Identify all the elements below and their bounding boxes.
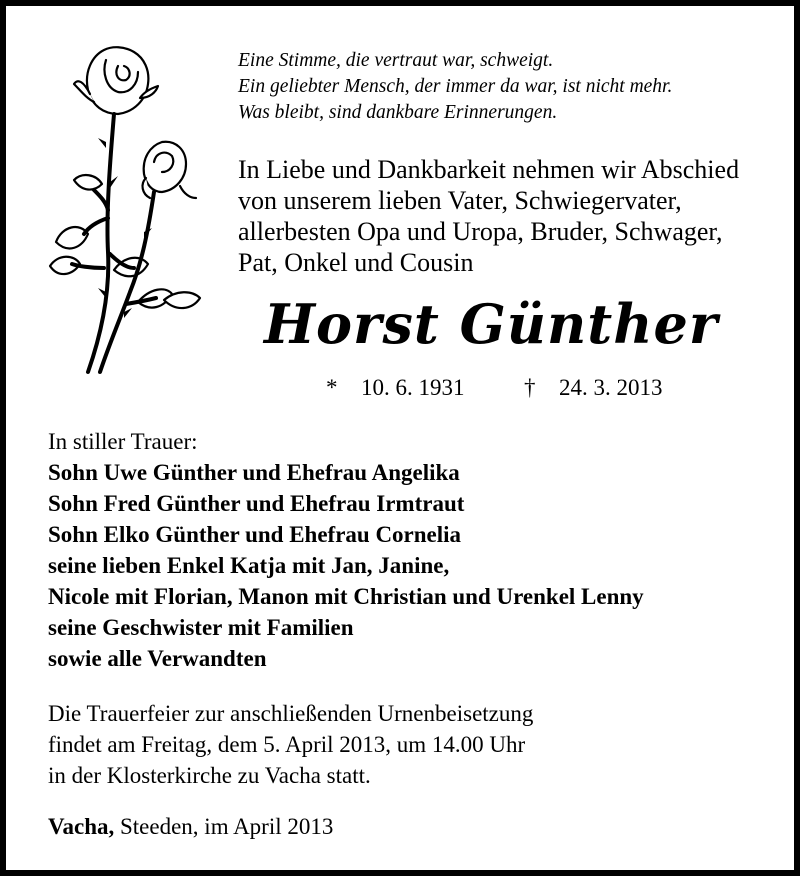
life-dates xyxy=(326,374,663,402)
ceremony-line: Die Trauerfeier zur anschließenden Urnenbeisetzung xyxy=(48,701,534,726)
quote-line: Was bleibt, sind dankbare Erinnerungen. xyxy=(238,102,558,123)
death-symbol: † xyxy=(524,375,536,400)
signature-place: Vacha, xyxy=(48,814,115,839)
mourner-line: Sohn Elko Günther und Ehefrau Cornelia xyxy=(48,522,462,547)
intro-line: allerbesten Opa und Uropa, Bruder, Schwager, xyxy=(238,217,723,246)
intro-line: von unserem lieben Vater, Schwiegervater, xyxy=(238,186,682,215)
intro-line: Pat, Onkel und Cousin xyxy=(238,248,474,277)
farewell-intro xyxy=(238,154,739,278)
memorial-quote xyxy=(238,48,672,126)
mourner-line: sowie alle Verwandten xyxy=(48,646,267,671)
place-date-signature xyxy=(48,811,333,842)
birth-date: 10. 6. 1931 xyxy=(361,375,465,400)
quote-line: Eine Stimme, die vertraut war, schweigt. xyxy=(238,50,554,71)
mourners-list xyxy=(48,426,644,674)
mourner-line: Nicole mit Florian, Manon mit Christian und Urenkel Lenny xyxy=(48,584,644,609)
ceremony-info xyxy=(48,698,533,791)
signature-rest: Steeden, im April 2013 xyxy=(114,814,334,839)
mourner-line: Sohn Uwe Günther und Ehefrau Angelika xyxy=(48,460,460,485)
deceased-name: Horst Günther xyxy=(264,292,719,356)
ceremony-line: findet am Freitag, dem 5. April 2013, um 14.00 Uhr xyxy=(48,732,526,757)
mourner-line: seine lieben Enkel Katja mit Jan, Janine, xyxy=(48,553,450,578)
birth-symbol: * xyxy=(326,375,338,400)
death-date: 24. 3. 2013 xyxy=(559,375,663,400)
ceremony-line: in der Klosterkirche zu Vacha statt. xyxy=(48,763,371,788)
rose-icon xyxy=(44,42,214,382)
mourners-heading: In stiller Trauer: xyxy=(48,429,198,454)
quote-line: Ein geliebter Mensch, der immer da war, ist nicht mehr. xyxy=(238,76,673,97)
intro-line: In Liebe und Dankbarkeit nehmen wir Abschied xyxy=(238,155,740,184)
mourner-line: Sohn Fred Günther und Ehefrau Irmtraut xyxy=(48,491,465,516)
mourner-line: seine Geschwister mit Familien xyxy=(48,615,354,640)
